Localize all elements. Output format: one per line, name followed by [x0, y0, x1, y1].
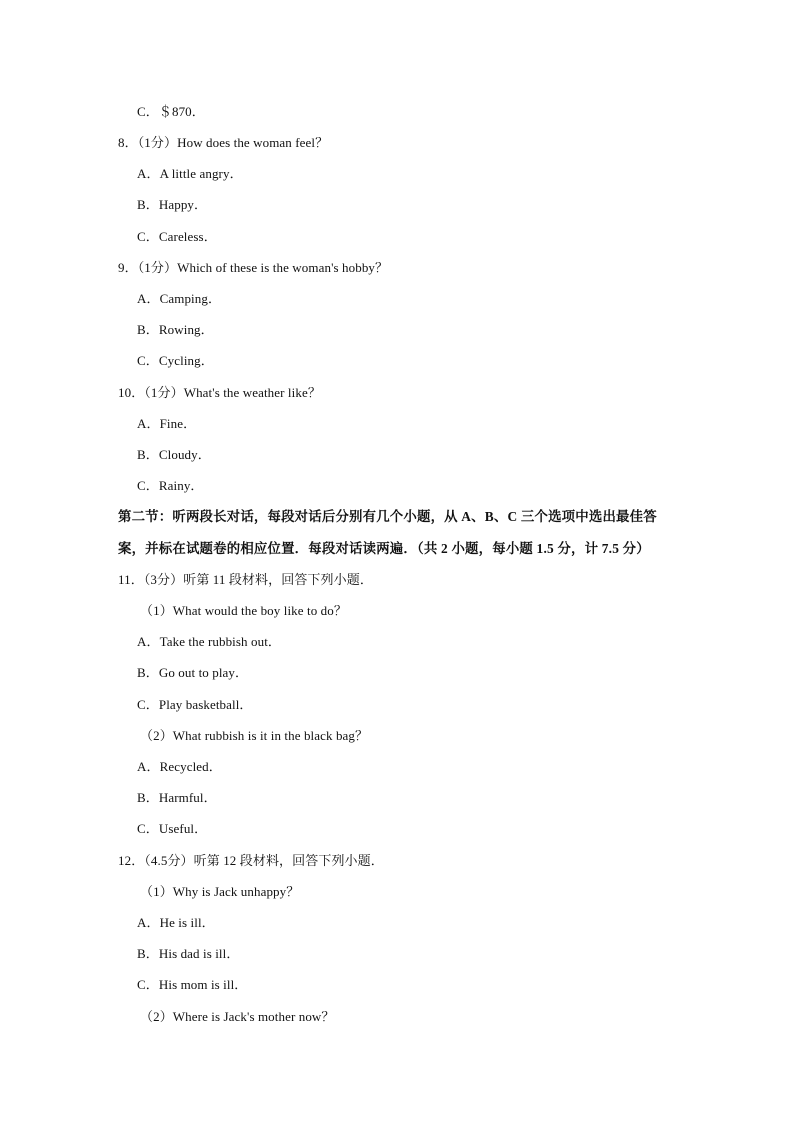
question-12: 12．（4.5分）听第 12 段材料，回答下列小题．	[118, 853, 384, 868]
q12-sub-1: （1）Why is Jack unhappy？	[140, 884, 300, 899]
q11-2-option-b: B．Harmful．	[137, 790, 217, 805]
q9-option-b: B．Rowing．	[137, 322, 214, 337]
question-11: 11．（3分）听第 11 段材料，回答下列小题．	[118, 572, 373, 587]
question-9: 9．（1分）Which of these is the woman's hobby？	[118, 260, 389, 275]
q11-2-option-c: C．Useful．	[137, 821, 208, 836]
q9-option-c: C．Cycling．	[137, 353, 214, 368]
q8-option-b: B．Happy．	[137, 197, 208, 212]
q11-sub-2: （2）What rubbish is it in the black bag？	[140, 728, 369, 743]
q11-sub-1: （1）What would the boy like to do？	[140, 603, 347, 618]
question-10: 10．（1分）What's the weather like？	[118, 385, 321, 400]
q9-option-a: A．Camping．	[137, 291, 222, 306]
q12-1-option-a: A．He is ill．	[137, 915, 215, 930]
section-2-instructions-line-1: 第二节：听两段长对话，每段对话后分别有几个小题，从 A、B、C 三个选项中选出最佳答	[118, 509, 657, 524]
q12-1-option-b: B．His dad is ill．	[137, 946, 240, 961]
q11-1-option-c: C．Play basketball．	[137, 697, 253, 712]
q11-2-option-a: A．Recycled．	[137, 759, 222, 774]
q7-option-c: C．＄870．	[137, 104, 205, 119]
q10-option-a: A．Fine．	[137, 416, 197, 431]
q11-1-option-a: A．Take the rubbish out．	[137, 634, 282, 649]
q10-option-c: C．Rainy．	[137, 478, 204, 493]
q10-option-b: B．Cloudy．	[137, 447, 211, 462]
q11-1-option-b: B．Go out to play．	[137, 665, 249, 680]
q12-sub-2: （2）Where is Jack's mother now？	[140, 1009, 335, 1024]
q12-1-option-c: C．His mom is ill．	[137, 977, 248, 992]
question-8: 8．（1分）How does the woman feel？	[118, 135, 329, 150]
section-2-instructions-line-2: 案，并标在试题卷的相应位置．每段对话读两遍．（共 2 小题，每小题 1.5 分，计 7.5 分）	[118, 541, 650, 556]
q8-option-a: A．A little angry．	[137, 166, 243, 181]
q8-option-c: C．Careless．	[137, 229, 217, 244]
